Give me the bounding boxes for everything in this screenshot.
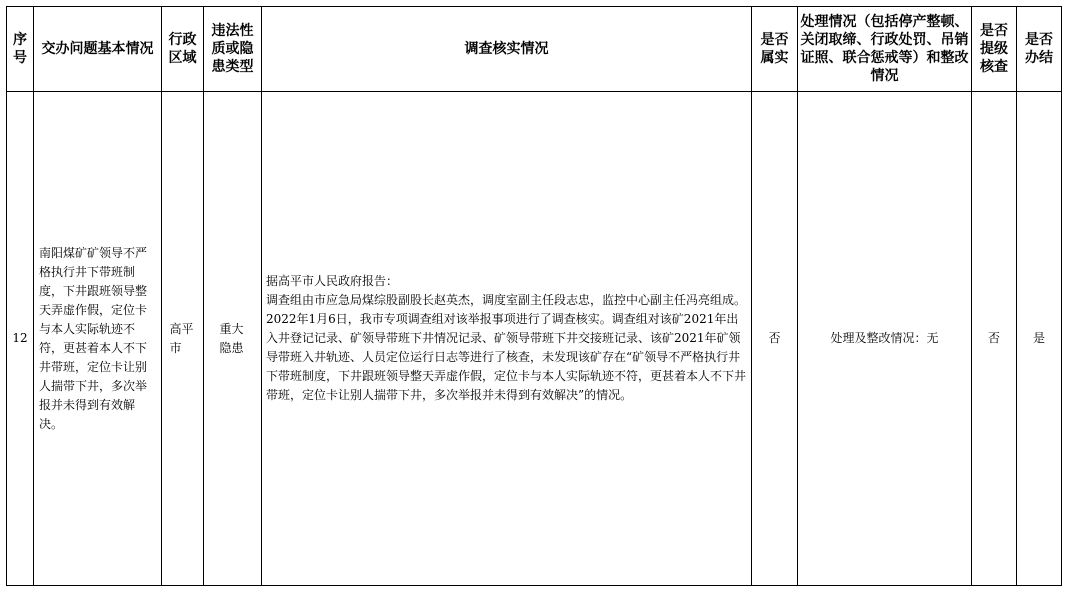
header-violation-type: 违法性质或隐患类型 bbox=[204, 7, 262, 92]
header-is-true: 是否属实 bbox=[752, 7, 798, 92]
investigation-line-intro: 据高平市人民政府报告： bbox=[266, 274, 399, 288]
cell-violation-type bbox=[204, 92, 262, 586]
table-header-row bbox=[7, 7, 1062, 92]
header-closed: 是否办结 bbox=[1017, 7, 1062, 92]
cell-region-text: 高平市 bbox=[169, 321, 194, 355]
table-row bbox=[7, 92, 1062, 586]
cell-investigation bbox=[262, 92, 752, 586]
cell-handling: 处理及整改情况：无 bbox=[798, 92, 972, 586]
cell-closed: 是 bbox=[1017, 92, 1062, 586]
header-region: 行政区域 bbox=[162, 7, 204, 92]
header-seq: 序号 bbox=[7, 7, 34, 92]
cell-is-true: 否 bbox=[752, 92, 798, 586]
issue-report-table bbox=[6, 6, 1062, 586]
header-handling: 处理情况（包括停产整顿、关闭取缔、行政处罚、吊销证照、联合惩戒等）和整改情况 bbox=[798, 7, 972, 92]
page-title-fragment bbox=[0, 0, 1067, 5]
cell-issue: 南阳煤矿矿领导不严格执行井下带班制度，下井跟班领导整天弄虚作假，定位卡与本人实际轨迹不符，更甚着本人不下井带班，定位卡让别人揣带下井，多次举报并未得到有效解决。 bbox=[34, 92, 162, 586]
header-escalate: 是否提级核查 bbox=[972, 7, 1017, 92]
cell-escalate: 否 bbox=[972, 92, 1017, 586]
header-investigation: 调查核实情况 bbox=[262, 7, 752, 92]
cell-violation-type-text: 重大隐患 bbox=[219, 321, 244, 355]
cell-region bbox=[162, 92, 204, 586]
header-issue: 交办问题基本情况 bbox=[34, 7, 162, 92]
investigation-line-body: 调查组由市应急局煤综股副股长赵英杰，调度室副主任段志忠，监控中心副主任冯亮组成。2022年1月6日，我市专项调查组对该举报事项进行了调查核实。调查组对该矿2021年出入井登记记录、矿领导带班下井情况记录、矿领导带班下井交接班记录、该矿2021年矿领导带班入井轨迹、人员定位运行日志等进行了核查，未发现该矿存在“矿领导不严格执行井下带班制度，下井跟班领导整天弄虚作假，定位卡与本人实际轨迹不符，更甚着本人不下井带班，定位卡让别人揣带下井，多次举报并未得到有效解决”的情况。 bbox=[266, 293, 747, 402]
cell-seq: 12 bbox=[7, 92, 34, 586]
